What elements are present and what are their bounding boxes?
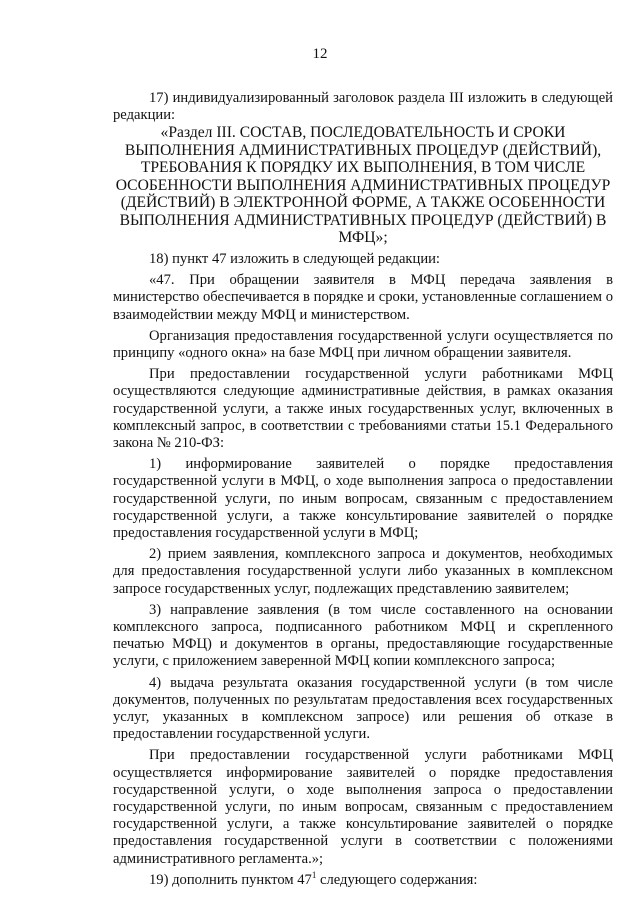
list-item-1: 1) информирование заявителей о порядке предоставления государственной услуги в МФЦ, о ходе выполнения запроса о предоставлении государственной услуги, по иным вопросам, связанным с предоставлением государственной услуги, а также консультирование заявителей о порядке предоставления государственной услуги в МФЦ; <box>113 456 613 541</box>
paragraph-item-17: 17) индивидуализированный заголовок раздела III изложить в следующей редакции: <box>113 90 613 124</box>
list-item-3: 3) направление заявления (в том числе составленного на основании комплексного запроса, подписанного работником МФЦ и скрепленного печатью МФЦ) и документов в органы, предоставляющие государственные услуги, с приложением заверенной МФЦ копии комплексного запроса; <box>113 601 613 670</box>
document-body <box>113 90 613 889</box>
item-19-text: 19) дополнить пунктом 47 <box>149 871 312 888</box>
section-heading: «Раздел III. СОСТАВ, ПОСЛЕДОВАТЕЛЬНОСТЬ И СРОКИ ВЫПОЛНЕНИЯ АДМИНИСТРАТИВНЫХ ПРОЦЕДУР (ДЕЙСТВИЙ), ТРЕБОВАНИЯ К ПОРЯДКУ ИХ ВЫПОЛНЕНИЯ, В ТОМ ЧИСЛЕ ОСОБЕННОСТИ ВЫПОЛНЕНИЯ АДМИНИСТРАТИВНЫХ ПРОЦЕДУР (ДЕЙСТВИЙ) В ЭЛЕКТРОННОЙ ФОРМЕ, А ТАКЖЕ ОСОБЕННОСТИ ВЫПОЛНЕНИЯ АДМИНИСТРАТИВНЫХ ПРОЦЕДУР (ДЕЙСТВИЙ) В МФЦ»; <box>115 124 611 247</box>
paragraph-item-18: 18) пункт 47 изложить в следующей редакции: <box>149 250 440 267</box>
list-item-2: 2) прием заявления, комплексного запроса и документов, необходимых для предоставления государственной услуги либо указанных в комплексном запросе государственных услуг, подлежащих представлению заявителем; <box>113 546 613 597</box>
paragraph-informing: При предоставлении государственной услуги работниками МФЦ осуществляется информирование заявителей о порядке предоставления государственной услуги, о ходе выполнения запроса о предоставлении государственной услуги, по иным вопросам, связанным с предоставлением государственной услуги, а также консультирование заявителей о порядке предоставления государственной услуги в соответствии с положениями административного регламента.»; <box>113 747 613 867</box>
paragraph-item-19 <box>113 869 613 889</box>
paragraph-one-window: Организация предоставления государственной услуги осуществляется по принципу «одного окна» на базе МФЦ при личном обращении заявителя. <box>113 327 613 361</box>
item-19-text-end: следующего содержания: <box>316 871 478 888</box>
page-number: 12 <box>312 46 328 62</box>
list-item-4: 4) выдача результата оказания государственной услуги (в том числе документов, полученных по результатам предоставления всех государственных услуг, указанных в комплексном запросе) или решения об отказе в предоставлении государственной услуги. <box>113 674 613 743</box>
paragraph-admin-actions: При предоставлении государственной услуги работниками МФЦ осуществляются следующие административные действия, в рамках оказания государственной услуги, а также иных государственных услуг, включенных в комплексный запрос, в соответствии с требованиями статьи 15.1 Федерального закона № 210-ФЗ: <box>113 366 613 451</box>
superscript-1: 1 <box>311 869 317 880</box>
paragraph-clause-47: «47. При обращении заявителя в МФЦ передача заявления в министерство обеспечивается в порядке и сроки, установленные соглашением о взаимодействии между МФЦ и министерством. <box>113 272 613 323</box>
